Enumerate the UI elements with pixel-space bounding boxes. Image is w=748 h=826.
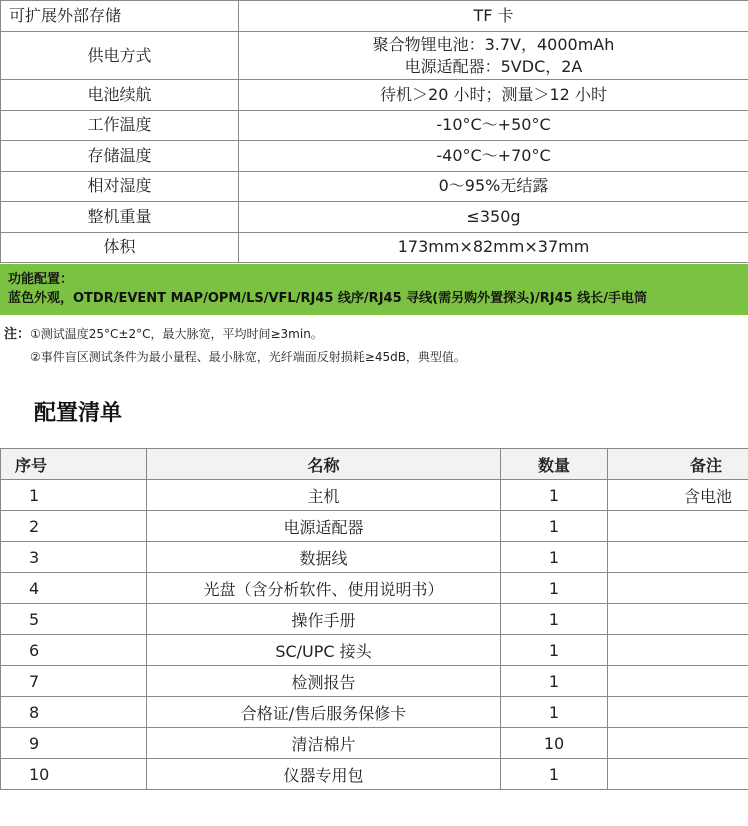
spec-key: 可扩展外部存储 [1,1,239,32]
row-item: 合格证/售后服务保修卡 [147,697,501,728]
spec-value: 173mm×82mm×37mm [239,232,748,263]
spec-key: 存储温度 [1,141,239,172]
column-header: 序号 [1,449,147,480]
row-index: 1 [1,480,147,511]
row-note: 含电池 [608,480,748,511]
notes [4,323,748,368]
row-qty: 1 [501,573,608,604]
row-note [608,573,748,604]
table-row [1,728,748,759]
row-index: 4 [1,573,147,604]
table-row [1,635,748,666]
spec-key: 体积 [1,232,239,263]
spec-row [1,110,748,141]
row-item: 操作手册 [147,604,501,635]
spec-value: 0～95%无结露 [239,171,748,202]
row-note [608,759,748,790]
spec-key: 工作温度 [1,110,239,141]
row-item: 检测报告 [147,666,501,697]
spec-table [0,0,748,263]
row-item: 数据线 [147,542,501,573]
row-item: 主机 [147,480,501,511]
row-qty: 10 [501,728,608,759]
row-index: 3 [1,542,147,573]
feature-banner [0,264,748,315]
row-item: 仪器专用包 [147,759,501,790]
row-index: 2 [1,511,147,542]
feature-text: 蓝色外观，OTDR/EVENT MAP/OPM/LS/VFL/RJ45 线序/RJ45 寻线(需另购外置探头)/RJ45 线长/手电筒 [8,291,647,306]
row-index: 8 [1,697,147,728]
table-row [1,666,748,697]
row-qty: 1 [501,635,608,666]
spec-row [1,171,748,202]
row-qty: 1 [501,666,608,697]
spec-key: 供电方式 [1,32,239,80]
row-qty: 1 [501,480,608,511]
spec-row [1,32,748,80]
table-row [1,511,748,542]
spec-value [239,32,748,80]
row-qty: 1 [501,759,608,790]
row-item: SC/UPC 接头 [147,635,501,666]
spec-value: -10°C～+50°C [239,110,748,141]
config-table [0,448,748,790]
note-line [4,323,748,346]
row-item: 清洁棉片 [147,728,501,759]
spec-row [1,202,748,233]
table-row [1,573,748,604]
row-qty: 1 [501,542,608,573]
column-header: 数量 [501,449,608,480]
spec-value: 待机＞20 小时；测量＞12 小时 [239,80,748,111]
table-row [1,480,748,511]
spec-key: 相对湿度 [1,171,239,202]
row-index: 6 [1,635,147,666]
row-qty: 1 [501,697,608,728]
row-index: 10 [1,759,147,790]
row-note [608,666,748,697]
spec-value-line: 聚合物锂电池：3.7V，4000mAh [372,34,615,54]
row-qty: 1 [501,604,608,635]
column-header: 名称 [147,449,501,480]
config-header-row [1,449,748,480]
note-text: ①测试温度25°C±2°C，最大脉宽，平均时间≥3min。 [30,327,323,341]
row-note [608,635,748,666]
row-note [608,697,748,728]
spec-value: ≤350g [239,202,748,233]
table-row [1,542,748,573]
note-label: 注： [4,327,31,342]
row-note [608,728,748,759]
row-item: 光盘（含分析软件、使用说明书） [147,573,501,604]
row-item: 电源适配器 [147,511,501,542]
spec-row [1,80,748,111]
spec-value-line: 电源适配器：5VDC，2A [404,56,583,76]
row-note [608,542,748,573]
table-row [1,697,748,728]
row-index: 7 [1,666,147,697]
feature-title: 功能配置： [8,272,74,287]
spec-row [1,1,748,32]
spec-row [1,141,748,172]
table-row [1,604,748,635]
row-index: 9 [1,728,147,759]
spec-key: 电池续航 [1,80,239,111]
table-row [1,759,748,790]
note-line: ②事件盲区测试条件为最小量程、最小脉宽，光纤端面反射损耗≥45dB，典型值。 [30,350,466,364]
spec-row [1,232,748,263]
spec-value: TF 卡 [239,1,748,32]
section-title: 配置清单 [34,401,123,426]
spec-value: -40°C～+70°C [239,141,748,172]
spec-key: 整机重量 [1,202,239,233]
row-index: 5 [1,604,147,635]
column-header: 备注 [608,449,748,480]
row-qty: 1 [501,511,608,542]
row-note [608,604,748,635]
row-note [608,511,748,542]
